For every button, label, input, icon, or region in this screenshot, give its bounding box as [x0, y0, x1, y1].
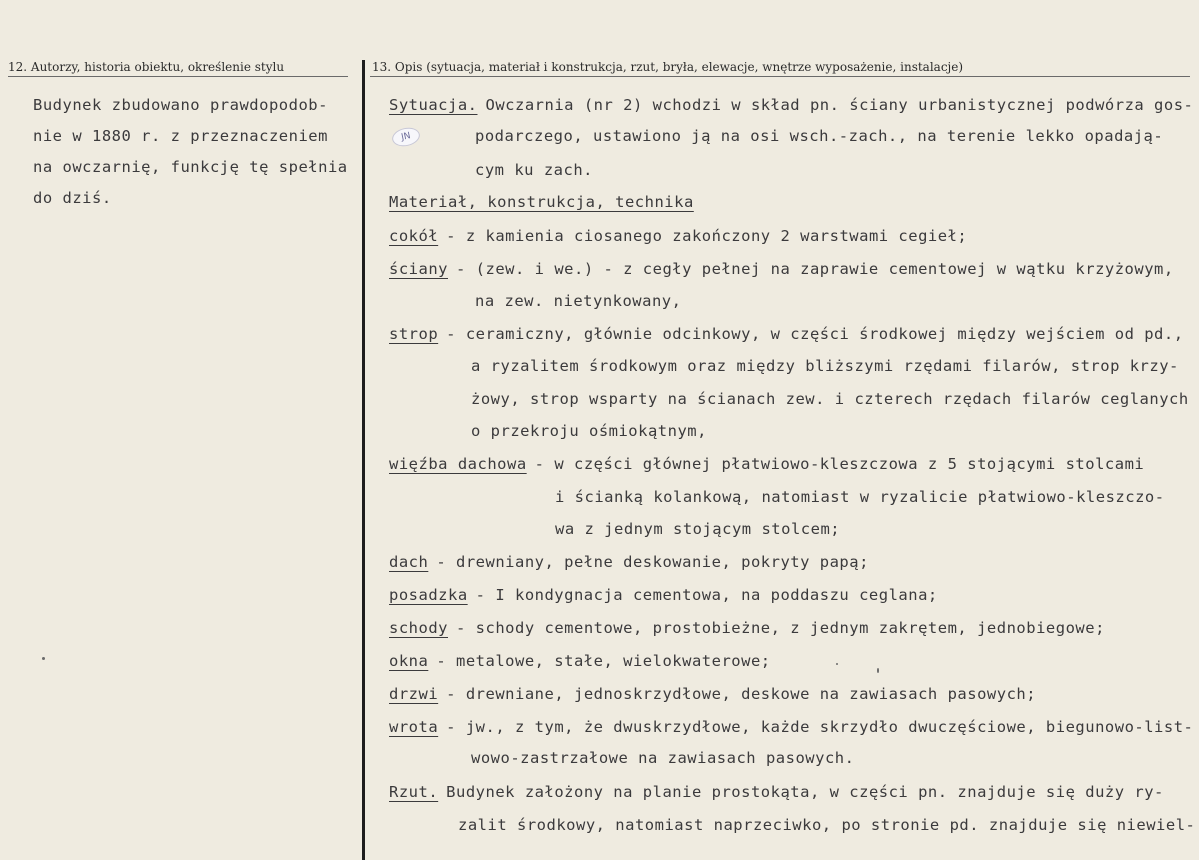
desc-line-12: więźba dachowa - w części głównej płatwiowo-kleszczowa z 5 stojącymi stolcami [389, 455, 1145, 473]
term-stairs: schody [389, 619, 448, 637]
term-roof-truss: więźba dachowa [389, 455, 527, 473]
authors-history-text [33, 90, 353, 214]
desc-line-8: strop - ceramiczny, głównie odcinkowy, w części środkowej między wejściem od pd., [389, 325, 1184, 343]
desc-line-4 [389, 192, 694, 212]
desc-line-19: drzwi - drewniane, jednoskrzydłowe, deskowe na zawiasach pasowych; [389, 685, 1037, 703]
term-roof: dach [389, 553, 429, 571]
term-floor: posadzka [389, 586, 468, 604]
paper-speck [877, 668, 879, 673]
history-line: nie w 1880 r. z przeznaczeniem [33, 127, 328, 145]
desc-line-14: wa z jednym stojącym stolcem; [555, 520, 841, 538]
term-windows: okna [389, 652, 429, 670]
desc-line-9: a ryzalitem środkowym oraz między bliższymi rzędami filarów, strop krzy- [471, 357, 1179, 375]
heading-plan: Rzut. [389, 783, 439, 801]
column-divider [362, 60, 365, 860]
desc-line-23: zalit środkowy, natomiast naprzeciwko, po stronie pd. znajduje się niewiel- [458, 816, 1196, 834]
history-line: Budynek zbudowano prawdopodob- [33, 96, 328, 114]
heading-situation: Sytuacja. [389, 96, 478, 114]
heading-material: Materiał, konstrukcja, technika [389, 193, 694, 211]
desc-line-13: i ścianką kolankową, natomiast w ryzalicie płatwiowo-kleszczo- [555, 488, 1165, 506]
section-13-rule [370, 76, 1190, 77]
desc-line-22: Rzut. Budynek założony na planie prostokąta, w części pn. znajduje się duży ry- [389, 783, 1164, 801]
term-walls: ściany [389, 260, 448, 278]
term-gates: wrota [389, 718, 439, 736]
section-12-rule [8, 76, 348, 77]
term-plinth: cokół [389, 227, 439, 245]
desc-line-18: okna - metalowe, stałe, wielokwaterowe; [389, 652, 771, 670]
section-12-header: 12. Autorzy, historia obiektu, określenie stylu [8, 60, 285, 74]
section-13-header: 13. Opis (sytuacja, materiał i konstrukcja, rzut, bryła, elewacje, wnętrze wyposażenie, instalacje) [372, 60, 964, 74]
desc-line-1: Sytuacja. Owczarnia (nr 2) wchodzi w skład pn. ściany urbanistycznej podwórza gos- [389, 96, 1194, 114]
desc-line-6: ściany - (zew. i we.) - z cegły pełnej na zaprawie cementowej w wątku krzyżowym, [389, 260, 1174, 278]
paper-speck [42, 657, 45, 660]
term-doors: drzwi [389, 685, 439, 703]
desc-line-17: schody - schody cementowe, prostobieżne, z jednym zakrętem, jednobiegowe; [389, 619, 1105, 637]
history-line: do dziś. [33, 189, 112, 207]
desc-line-3: cym ku zach. [475, 161, 593, 179]
desc-line-10: żowy, strop wsparty na ścianach zew. i czterech rzędach filarów ceglanych [471, 390, 1189, 408]
desc-line-21: wowo-zastrzałowe na zawiasach pasowych. [471, 749, 855, 767]
desc-line-2: podarczego, ustawiono ją na osi wsch.-zach., na terenie lekko opadają- [475, 127, 1164, 145]
desc-line-20: wrota - jw., z tym, że dwuskrzydłowe, każde skrzydło dwuczęściowe, biegunowo-list- [389, 718, 1194, 736]
paper-speck [836, 663, 838, 665]
desc-line-15: dach - drewniany, pełne deskowanie, pokryty papą; [389, 553, 869, 571]
desc-line-16: posadzka - I kondygnacja cementowa, na poddaszu ceglana; [389, 586, 938, 604]
history-line: na owczarnię, funkcję tę spełnia [33, 158, 348, 176]
desc-line-11: o przekroju ośmiokątnym, [471, 422, 707, 440]
margin-mark-stamp: JN [390, 125, 421, 148]
desc-line-7: na zew. nietynkowany, [475, 292, 682, 310]
desc-line-5: cokół - z kamienia ciosanego zakończony 2 warstwami cegieł; [389, 227, 968, 245]
term-ceiling: strop [389, 325, 439, 343]
